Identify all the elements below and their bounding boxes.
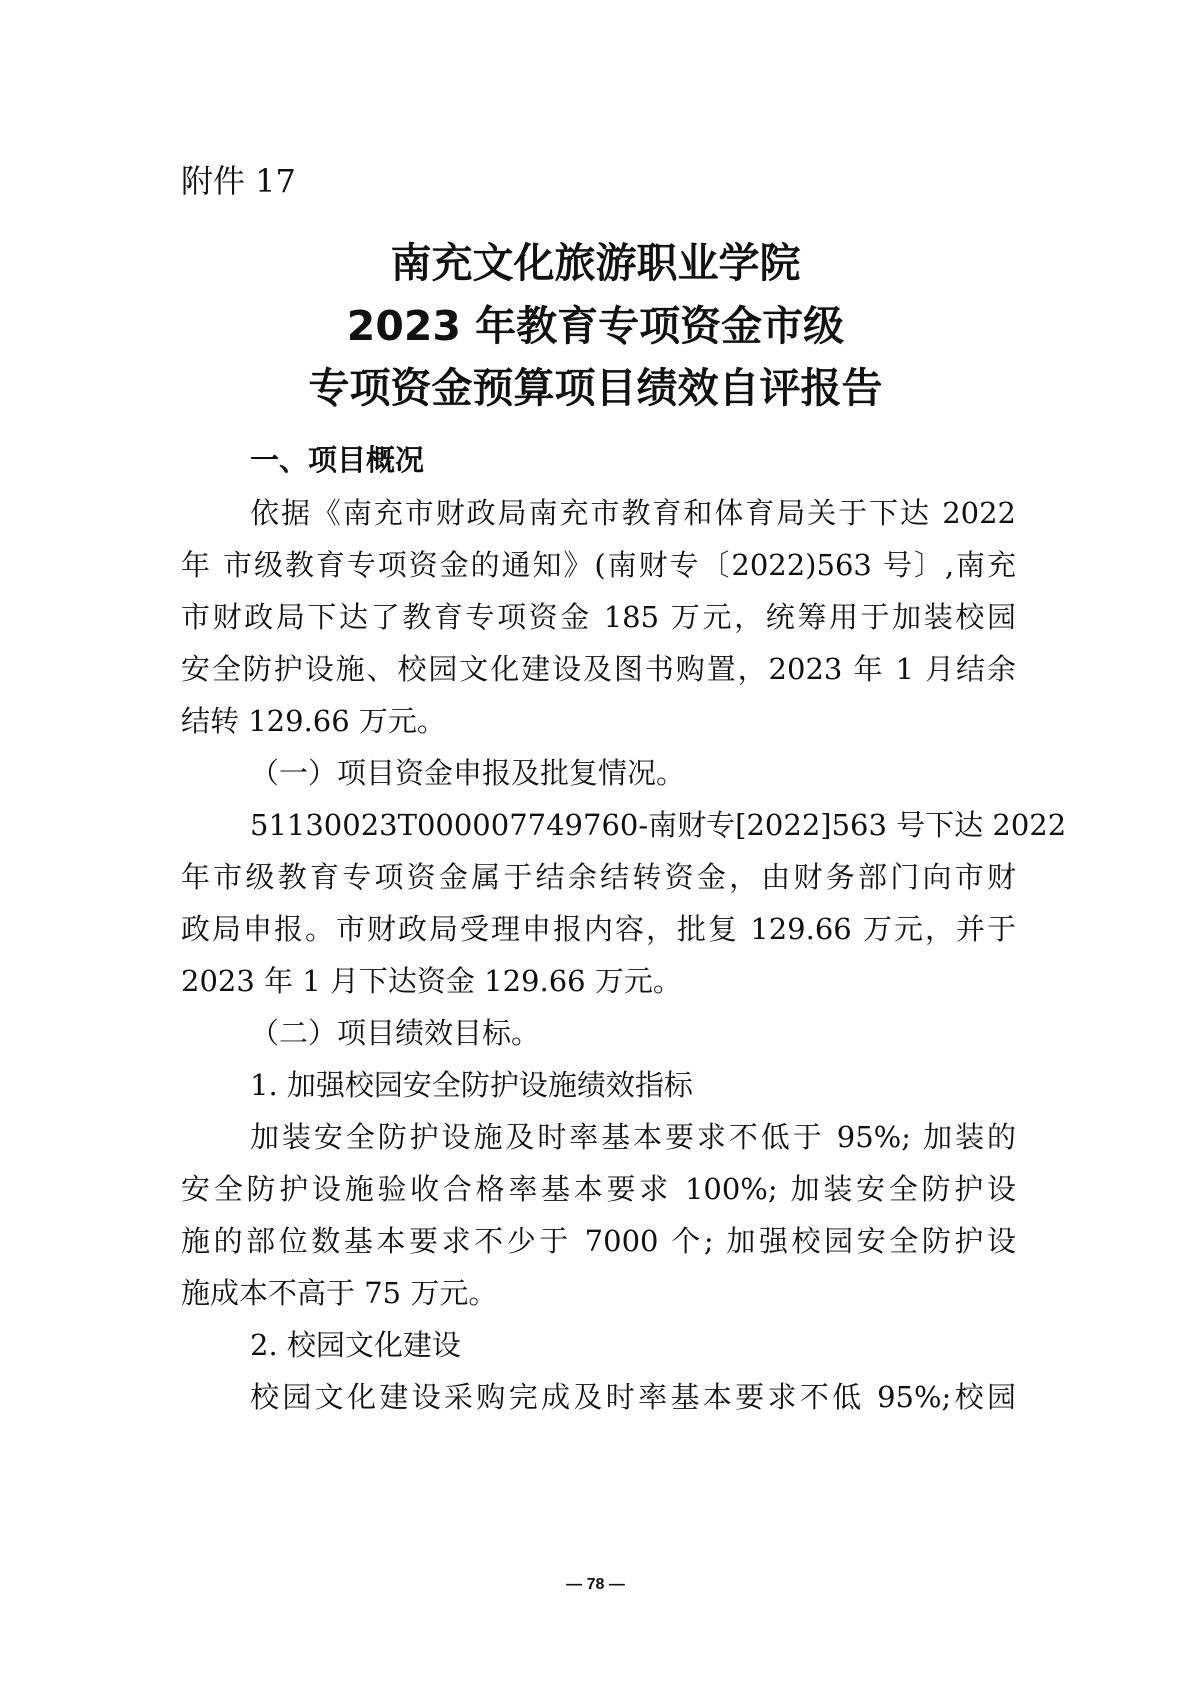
- title-line-1: 南充文化旅游职业学院: [390, 239, 801, 287]
- section-heading: 一、项目概况: [250, 443, 425, 477]
- paragraph-line: 年市级教育专项资金属于结余结转资金，由财务部门向市财: [181, 860, 1016, 894]
- item-heading: 1. 加强校园安全防护设施绩效指标: [250, 1068, 693, 1102]
- subsection-heading: （二）项目绩效目标。: [250, 1016, 541, 1050]
- paragraph-line: 施成本不高于 75 万元。: [181, 1276, 498, 1310]
- title-line-2: 2023 年教育专项资金市级: [346, 302, 845, 350]
- paragraph-line: 政局申报。市财政局受理申报内容，批复 129.66 万元，并于: [181, 912, 1016, 946]
- page-number: — 78 —: [566, 1576, 625, 1593]
- paragraph-line: 结转 129.66 万元。: [181, 704, 446, 738]
- paragraph-line: 安全防护设施、校园文化建设及图书购置，2023 年 1 月结余: [181, 652, 1016, 686]
- item-heading: 2. 校园文化建设: [250, 1328, 461, 1362]
- paragraph-line: 加装安全防护设施及时率基本要求不低于 95%; 加装的: [250, 1120, 1016, 1154]
- paragraph-line: 施的部位数基本要求不少于 7000 个; 加强校园安全防护设: [181, 1224, 1016, 1258]
- paragraph-line: 2023 年 1 月下达资金 129.66 万元。: [181, 964, 682, 998]
- paragraph-line: 市财政局下达了教育专项资金 185 万元，统筹用于加装校园: [181, 600, 1016, 634]
- paragraph-line: 安全防护设施验收合格率基本要求 100%; 加装安全防护设: [181, 1172, 1016, 1206]
- paragraph-line: 年 市级教育专项资金的通知》(南财专〔2022)563 号〕,南充: [181, 548, 1016, 582]
- attachment-label: 附件 17: [181, 162, 296, 200]
- paragraph-line: 校园文化建设采购完成及时率基本要求不低 95%;校园: [250, 1380, 1016, 1414]
- title-line-3: 专项资金预算项目绩效自评报告: [308, 364, 883, 412]
- subsection-heading: （一）项目资金申报及批复情况。: [250, 756, 686, 790]
- paragraph-line: 51130023T000007749760-南财专[2022]563 号下达 2022: [250, 808, 1067, 842]
- paragraph-line: 依据《南充市财政局南充市教育和体育局关于下达 2022: [250, 496, 1016, 530]
